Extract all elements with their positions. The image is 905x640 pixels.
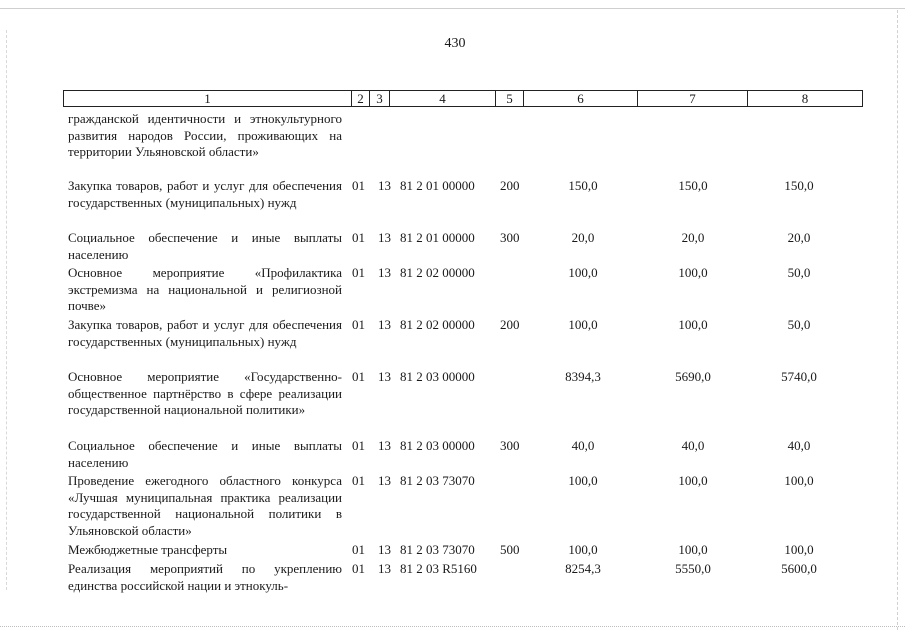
scan-edge-left <box>6 30 7 590</box>
column-header: 5 <box>496 91 524 106</box>
amount-col6: 100,0 <box>568 317 598 332</box>
amount-col8: 100,0 <box>784 542 814 557</box>
section-code: 01 <box>352 561 365 576</box>
amount-col7: 150,0 <box>678 178 708 193</box>
amount-col8: 20,0 <box>787 230 811 245</box>
row-description: Закупка товаров, работ и услуг для обеспечения государственных (муниципальных) нужд <box>68 178 342 210</box>
amount-col6: 100,0 <box>568 265 598 280</box>
column-header: 2 <box>352 91 370 106</box>
amount-col7: 100,0 <box>678 265 708 280</box>
expense-type-code: 300 <box>500 230 520 245</box>
amount-col7: 20,0 <box>681 230 705 245</box>
amount-col7: 100,0 <box>678 542 708 557</box>
column-header: 3 <box>370 91 390 106</box>
amount-col7: 5550,0 <box>675 561 711 576</box>
row-description: Реализация мероприятий по укреплению единства российской нации и этнокуль- <box>68 561 342 593</box>
row-description: Основное мероприятие «Государственно-общественное партнёрство в сфере реализации государственной национальной политики» <box>68 369 342 417</box>
amount-col8: 5740,0 <box>781 369 817 384</box>
row-description: Основное мероприятие «Профилактика экстремизма на национальной и религиозной почве» <box>68 265 342 313</box>
target-article-code: 81 2 02 00000 <box>400 317 475 332</box>
amount-col8: 150,0 <box>784 178 814 193</box>
amount-col8: 50,0 <box>787 265 811 280</box>
subsection-code: 13 <box>378 542 391 557</box>
row-description: Закупка товаров, работ и услуг для обеспечения государственных (муниципальных) нужд <box>68 317 342 349</box>
expense-type-code: 500 <box>500 542 520 557</box>
amount-col8: 40,0 <box>787 438 811 453</box>
row-description: Проведение ежегодного областного конкурса «Лучшая муниципальная практика реализации государственной национальной политики в Ульяновской области» <box>68 473 342 538</box>
section-code: 01 <box>352 473 365 488</box>
column-header: 7 <box>638 91 748 106</box>
amount-col6: 20,0 <box>571 230 595 245</box>
target-article-code: 81 2 03 R5160 <box>400 561 477 576</box>
subsection-code: 13 <box>378 561 391 576</box>
amount-col6: 8254,3 <box>565 561 601 576</box>
amount-col6: 150,0 <box>568 178 598 193</box>
target-article-code: 81 2 03 73070 <box>400 542 475 557</box>
target-article-code: 81 2 01 00000 <box>400 178 475 193</box>
amount-col7: 40,0 <box>681 438 705 453</box>
section-code: 01 <box>352 542 365 557</box>
column-header: 6 <box>524 91 638 106</box>
subsection-code: 13 <box>378 178 391 193</box>
column-header: 1 <box>64 91 352 106</box>
section-code: 01 <box>352 438 365 453</box>
section-code: 01 <box>352 317 365 332</box>
amount-col6: 8394,3 <box>565 369 601 384</box>
subsection-code: 13 <box>378 317 391 332</box>
table-header-row <box>63 90 863 107</box>
amount-col6: 40,0 <box>571 438 595 453</box>
target-article-code: 81 2 02 00000 <box>400 265 475 280</box>
target-article-code: 81 2 01 00000 <box>400 230 475 245</box>
subsection-code: 13 <box>378 438 391 453</box>
section-code: 01 <box>352 230 365 245</box>
column-header: 4 <box>390 91 496 106</box>
target-article-code: 81 2 03 00000 <box>400 438 475 453</box>
subsection-code: 13 <box>378 265 391 280</box>
row-description: гражданской идентичности и этнокультурного развития народов России, проживающих на территории Ульяновской области» <box>68 111 342 159</box>
amount-col8: 100,0 <box>784 473 814 488</box>
subsection-code: 13 <box>378 473 391 488</box>
subsection-code: 13 <box>378 230 391 245</box>
scan-edge-top <box>0 8 905 9</box>
expense-type-code: 200 <box>500 178 520 193</box>
section-code: 01 <box>352 369 365 384</box>
row-description: Социальное обеспечение и иные выплаты населению <box>68 438 342 470</box>
scan-edge-right <box>897 10 898 630</box>
amount-col7: 100,0 <box>678 473 708 488</box>
target-article-code: 81 2 03 00000 <box>400 369 475 384</box>
expense-type-code: 300 <box>500 438 520 453</box>
row-description: Межбюджетные трансферты <box>68 542 228 557</box>
amount-col8: 5600,0 <box>781 561 817 576</box>
section-code: 01 <box>352 178 365 193</box>
column-header: 8 <box>801 91 809 106</box>
amount-col6: 100,0 <box>568 542 598 557</box>
amount-col7: 5690,0 <box>675 369 711 384</box>
row-description: Социальное обеспечение и иные выплаты населению <box>68 230 342 262</box>
target-article-code: 81 2 03 73070 <box>400 473 475 488</box>
page-number: 430 <box>444 36 466 51</box>
expense-type-code: 200 <box>500 317 520 332</box>
amount-col7: 100,0 <box>678 317 708 332</box>
subsection-code: 13 <box>378 369 391 384</box>
scan-edge-bottom <box>0 626 905 627</box>
amount-col8: 50,0 <box>787 317 811 332</box>
amount-col6: 100,0 <box>568 473 598 488</box>
section-code: 01 <box>352 265 365 280</box>
